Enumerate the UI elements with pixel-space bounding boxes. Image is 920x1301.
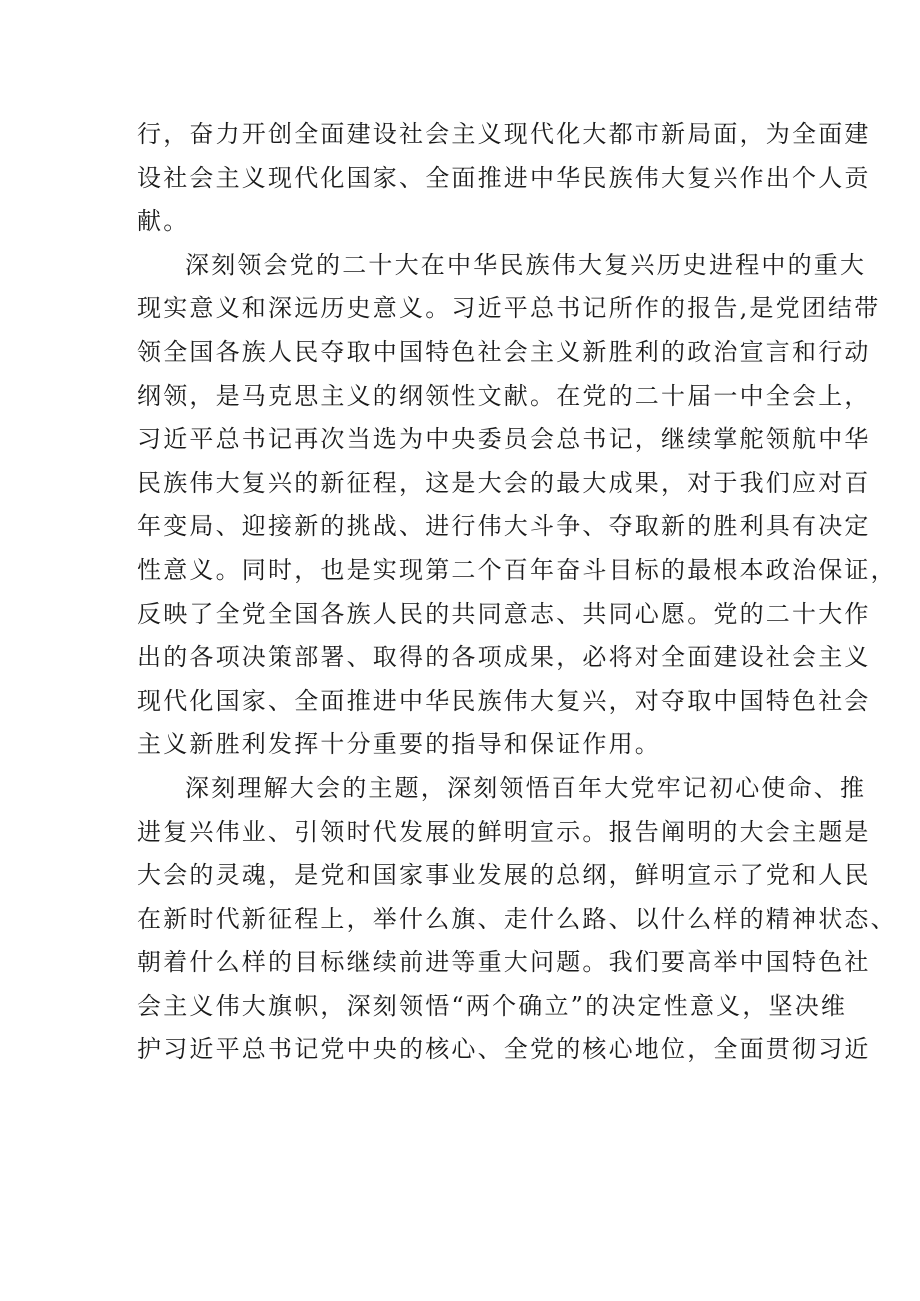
text-line: 主义新胜利发挥十分重要的指导和保证作用。: [137, 730, 661, 759]
text-line: 进复兴伟业、引领时代发展的鲜明宣示。报告阐明的大会主题是: [137, 817, 871, 846]
document-body: [137, 113, 897, 1072]
text-line: 出的各项决策部署、取得的各项成果，必将对全面建设社会主义: [137, 643, 871, 672]
text-line: 领全国各族人民夺取中国特色社会主义新胜利的政治宣言和行动: [137, 337, 871, 366]
text-line: 现代化国家、全面推进中华民族伟大复兴，对夺取中国特色社会: [137, 686, 871, 715]
text-line: 朝着什么样的目标继续前进等重大问题。我们要高举中国特色社: [137, 948, 871, 977]
text-line: 反映了全党全国各族人民的共同意志、共同心愿。党的二十大作: [137, 599, 871, 628]
paragraph-start-line: 深刻领会党的二十大在中华民族伟大复兴历史进程中的重大: [185, 250, 867, 279]
text-line: 民族伟大复兴的新征程，这是大会的最大成果，对于我们应对百: [137, 468, 871, 497]
text-line: 会主义伟大旗帜，深刻领悟“两个确立”的决定性意义，坚决维: [137, 991, 848, 1020]
text-line: 在新时代新征程上，举什么旗、走什么路、以什么样的精神状态、: [137, 904, 897, 933]
text-line: 献。: [137, 207, 190, 236]
text-line: 习近平总书记再次当选为中央委员会总书记，继续掌舵领航中华: [137, 425, 871, 454]
paragraph-start-line: 深刻理解大会的主题，深刻领悟百年大党牢记初心使命、推: [185, 773, 867, 802]
text-line: 纲领，是马克思主义的纲领性文献。在党的二十届一中全会上，: [137, 381, 871, 410]
text-line: 设社会主义现代化国家、全面推进中华民族伟大复兴作出个人贡: [137, 163, 871, 192]
text-line: 大会的灵魂，是党和国家事业发展的总纲，鲜明宣示了党和人民: [137, 861, 871, 890]
text-line: 现实意义和深远历史意义。习近平总书记所作的报告,是党团结带: [137, 294, 881, 323]
text-line: 性意义。同时，也是实现第二个百年奋斗目标的最根本政治保证，: [137, 555, 897, 584]
text-line: 行，奋力开创全面建设社会主义现代化大都市新局面，为全面建: [137, 120, 871, 148]
text-line: 年变局、迎接新的挑战、进行伟大斗争、夺取新的胜利具有决定: [137, 512, 871, 541]
text-line: 护习近平总书记党中央的核心、全党的核心地位，全面贯彻习近: [137, 1035, 871, 1064]
